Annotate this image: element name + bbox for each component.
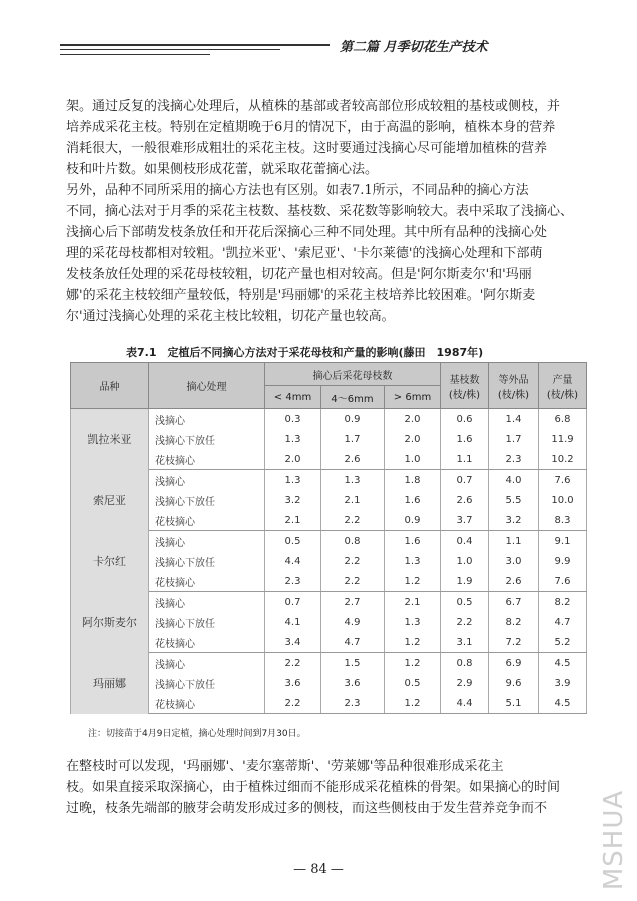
value-cell: 1.5 bbox=[321, 653, 385, 674]
value-cell: 1.0 bbox=[441, 551, 489, 571]
text-line: 不同，摘心法对于月季的采花主枝数、基枝数、采花数等影响较大。表中采取了浅摘心、 bbox=[66, 204, 574, 219]
value-cell: 1.6 bbox=[385, 531, 441, 552]
paragraph-2 bbox=[66, 180, 586, 327]
paragraph-3 bbox=[66, 756, 586, 819]
watermark bbox=[594, 790, 634, 890]
value-cell: 1.9 bbox=[441, 571, 489, 592]
value-cell: 9.9 bbox=[539, 551, 587, 571]
value-cell: 2.6 bbox=[321, 449, 385, 470]
text-line: 枝。如果直接采取深摘心，由于植株过细而不能形成采花植株的骨架。如果摘心的时间 bbox=[66, 780, 561, 795]
value-cell: 3.1 bbox=[441, 632, 489, 653]
method-cell: 花枝摘心 bbox=[149, 571, 265, 592]
method-cell: 浅摘心 bbox=[149, 409, 265, 430]
value-cell: 0.8 bbox=[321, 531, 385, 552]
value-cell: 6.8 bbox=[539, 409, 587, 430]
method-cell: 浅摘心 bbox=[149, 592, 265, 613]
text-line: 枝和叶片数。如果侧枝形成花蕾，就采取花蕾摘心法。 bbox=[66, 162, 379, 177]
value-cell: 3.0 bbox=[489, 551, 539, 571]
method-cell: 花枝摘心 bbox=[149, 693, 265, 714]
header-premium-line2: (枝/株) bbox=[497, 389, 530, 401]
header-base-line1: 基枝数 bbox=[449, 374, 480, 386]
header-sub-medium: 4～6mm bbox=[321, 386, 385, 409]
text-line: 娜'的采花主枝较细产量较低，特别是'玛丽娜'的采花主枝培养比较困难。'阿尔斯麦 bbox=[66, 288, 536, 303]
value-cell: 2.2 bbox=[441, 612, 489, 632]
value-cell: 2.1 bbox=[385, 592, 441, 613]
value-cell: 2.0 bbox=[265, 449, 321, 470]
value-cell: 2.2 bbox=[265, 693, 321, 714]
method-cell: 浅摘心下放任 bbox=[149, 612, 265, 632]
table-row bbox=[71, 571, 587, 592]
text-line: 在整枝时可以发现，'玛丽娜'、'麦尔塞蒂斯'、'劳莱娜'等品种很难形成采花主 bbox=[66, 759, 504, 774]
value-cell: 10.2 bbox=[539, 449, 587, 470]
value-cell: 6.9 bbox=[489, 653, 539, 674]
method-cell: 浅摘心下放任 bbox=[149, 551, 265, 571]
method-cell: 浅摘心 bbox=[149, 470, 265, 491]
value-cell: 10.0 bbox=[539, 490, 587, 510]
table-note: 注：切接苗于4月9日定植，摘心处理时间到7月30日。 bbox=[88, 729, 306, 739]
table-row bbox=[71, 449, 587, 470]
value-cell: 8.2 bbox=[539, 592, 587, 613]
text-line: 理的采花母枝都相对较粗。'凯拉米亚'、'索尼亚'、'卡尔莱德'的浅摘心处理和下部萌 bbox=[66, 246, 543, 261]
variety-cell: 索尼亚 bbox=[71, 470, 149, 531]
value-cell: 7.2 bbox=[489, 632, 539, 653]
value-cell: 0.5 bbox=[441, 592, 489, 613]
table-row bbox=[71, 612, 587, 632]
header-yield-line2: (枝/株) bbox=[546, 389, 579, 401]
value-cell: 1.7 bbox=[321, 429, 385, 449]
value-cell: 2.2 bbox=[321, 571, 385, 592]
method-cell: 浅摘心下放任 bbox=[149, 673, 265, 693]
value-cell: 5.5 bbox=[489, 490, 539, 510]
text-line: 架。通过反复的浅摘心处理后，从植株的基部或者较高部位形成较粗的基枝或侧枝，并 bbox=[66, 99, 561, 114]
value-cell: 4.1 bbox=[265, 612, 321, 632]
header-premium-line1: 等外品 bbox=[498, 374, 529, 386]
value-cell: 2.2 bbox=[265, 653, 321, 674]
table-row bbox=[71, 490, 587, 510]
value-cell: 3.7 bbox=[441, 510, 489, 531]
value-cell: 1.1 bbox=[489, 531, 539, 552]
header-variety: 品种 bbox=[71, 363, 149, 409]
table-row bbox=[71, 693, 587, 714]
value-cell: 4.7 bbox=[321, 632, 385, 653]
value-cell: 3.2 bbox=[265, 490, 321, 510]
table-row bbox=[71, 592, 587, 613]
value-cell: 8.2 bbox=[489, 612, 539, 632]
method-cell: 花枝摘心 bbox=[149, 449, 265, 470]
value-cell: 0.8 bbox=[441, 653, 489, 674]
method-cell: 浅摘心下放任 bbox=[149, 490, 265, 510]
value-cell: 2.3 bbox=[489, 449, 539, 470]
value-cell: 2.6 bbox=[489, 571, 539, 592]
value-cell: 6.7 bbox=[489, 592, 539, 613]
value-cell: 3.6 bbox=[321, 673, 385, 693]
value-cell: 0.5 bbox=[265, 531, 321, 552]
value-cell: 2.0 bbox=[385, 429, 441, 449]
value-cell: 1.3 bbox=[385, 551, 441, 571]
value-cell: 2.3 bbox=[265, 571, 321, 592]
value-cell: 1.2 bbox=[385, 571, 441, 592]
value-cell: 1.0 bbox=[385, 449, 441, 470]
value-cell: 5.1 bbox=[489, 693, 539, 714]
value-cell: 2.2 bbox=[321, 551, 385, 571]
variety-cell: 玛丽娜 bbox=[71, 653, 149, 714]
value-cell: 2.6 bbox=[441, 490, 489, 510]
value-cell: 2.0 bbox=[385, 409, 441, 430]
value-cell: 1.2 bbox=[385, 632, 441, 653]
value-cell: 4.0 bbox=[489, 470, 539, 491]
value-cell: 7.6 bbox=[539, 470, 587, 491]
text-line: 尔'通过浅摘心处理的采花主枝比较粗，切花产量也较高。 bbox=[66, 309, 395, 324]
header-sub-small: < 4mm bbox=[265, 386, 321, 409]
value-cell: 1.2 bbox=[385, 693, 441, 714]
header-base-line2: (枝/株) bbox=[448, 389, 481, 401]
variety-cell: 阿尔斯麦尔 bbox=[71, 592, 149, 653]
value-cell: 1.6 bbox=[385, 490, 441, 510]
text-line: 浅摘心后下部萌发枝条放任和开花后深摘心三种不同处理。其中所有品种的浅摘心处 bbox=[66, 225, 548, 240]
value-cell: 4.5 bbox=[539, 693, 587, 714]
text-line: 消耗很大，一般很难形成粗壮的采花主枝。这时要通过浅摘心尽可能增加植株的营养 bbox=[66, 141, 548, 156]
method-cell: 浅摘心 bbox=[149, 531, 265, 552]
value-cell: 5.2 bbox=[539, 632, 587, 653]
value-cell: 2.1 bbox=[321, 490, 385, 510]
table-row bbox=[71, 510, 587, 531]
value-cell: 1.7 bbox=[489, 429, 539, 449]
value-cell: 3.2 bbox=[489, 510, 539, 531]
header-title: 第二篇 月季切花生产技术 bbox=[340, 40, 488, 55]
value-cell: 4.9 bbox=[321, 612, 385, 632]
value-cell: 1.3 bbox=[265, 429, 321, 449]
value-cell: 2.7 bbox=[321, 592, 385, 613]
value-cell: 1.3 bbox=[321, 470, 385, 491]
value-cell: 3.4 bbox=[265, 632, 321, 653]
table-caption: 表7.1 定植后不同摘心方法对于采花母枝和产量的影响(藤田 1987年) bbox=[126, 346, 484, 359]
value-cell: 0.7 bbox=[441, 470, 489, 491]
method-cell: 浅摘心 bbox=[149, 653, 265, 674]
value-cell: 2.9 bbox=[441, 673, 489, 693]
value-cell: 9.1 bbox=[539, 531, 587, 552]
value-cell: 0.5 bbox=[385, 673, 441, 693]
value-cell: 4.4 bbox=[441, 693, 489, 714]
value-cell: 1.3 bbox=[265, 470, 321, 491]
value-cell: 4.5 bbox=[539, 653, 587, 674]
value-cell: 1.1 bbox=[441, 449, 489, 470]
value-cell: 2.2 bbox=[321, 510, 385, 531]
value-cell: 4.4 bbox=[265, 551, 321, 571]
paragraph-1 bbox=[66, 96, 586, 180]
value-cell: 0.9 bbox=[321, 409, 385, 430]
method-cell: 浅摘心下放任 bbox=[149, 429, 265, 449]
text-line: 另外，品种不同所采用的摘心方法也有区别。如表7.1所示，不同品种的摘心方法 bbox=[66, 183, 529, 198]
value-cell: 0.3 bbox=[265, 409, 321, 430]
table-row bbox=[71, 551, 587, 571]
value-cell: 4.7 bbox=[539, 612, 587, 632]
table-row bbox=[71, 632, 587, 653]
header-premium bbox=[489, 363, 539, 409]
table-row bbox=[71, 429, 587, 449]
header-yield bbox=[539, 363, 587, 409]
text-line: 培养成采花主枝。特别在定植期晚于6月的情况下，由于高温的影响，植株本身的营养 bbox=[66, 120, 556, 135]
value-cell: 1.3 bbox=[385, 612, 441, 632]
page-number: — 84 — bbox=[293, 862, 344, 877]
text-line: 过晚，枝条先端部的腋芽会萌发形成过多的侧枝，而这些侧枝由于发生营养竞争而不 bbox=[66, 801, 548, 816]
value-cell: 1.4 bbox=[489, 409, 539, 430]
header-group: 摘心后采花母枝数 bbox=[265, 363, 441, 386]
value-cell: 0.7 bbox=[265, 592, 321, 613]
header-base bbox=[441, 363, 489, 409]
value-cell: 1.6 bbox=[441, 429, 489, 449]
value-cell: 1.2 bbox=[385, 653, 441, 674]
text-line: 发枝条放任处理的采花母枝较粗，切花产量也相对较高。但是'阿尔斯麦尔'和'玛丽 bbox=[66, 267, 532, 282]
table-row bbox=[71, 470, 587, 491]
value-cell: 3.6 bbox=[265, 673, 321, 693]
value-cell: 0.6 bbox=[441, 409, 489, 430]
variety-cell: 卡尔红 bbox=[71, 531, 149, 592]
value-cell: 0.4 bbox=[441, 531, 489, 552]
value-cell: 9.6 bbox=[489, 673, 539, 693]
value-cell: 7.6 bbox=[539, 571, 587, 592]
value-cell: 1.8 bbox=[385, 470, 441, 491]
header-yield-line1: 产量 bbox=[552, 374, 573, 386]
value-cell: 2.1 bbox=[265, 510, 321, 531]
value-cell: 2.3 bbox=[321, 693, 385, 714]
table-row bbox=[71, 653, 587, 674]
variety-cell: 凯拉米亚 bbox=[71, 409, 149, 470]
header-sub-large: > 6mm bbox=[385, 386, 441, 409]
value-cell: 11.9 bbox=[539, 429, 587, 449]
method-cell: 花枝摘心 bbox=[149, 632, 265, 653]
value-cell: 8.3 bbox=[539, 510, 587, 531]
table-row bbox=[71, 673, 587, 693]
header-rules bbox=[60, 44, 330, 58]
value-cell: 0.9 bbox=[385, 510, 441, 531]
table-row bbox=[71, 409, 587, 430]
method-cell: 花枝摘心 bbox=[149, 510, 265, 531]
table-row bbox=[71, 531, 587, 552]
header-method: 摘心处理 bbox=[149, 363, 265, 409]
watermark-text: MSHUA bbox=[599, 789, 629, 891]
value-cell: 3.9 bbox=[539, 673, 587, 693]
data-table bbox=[70, 362, 587, 714]
